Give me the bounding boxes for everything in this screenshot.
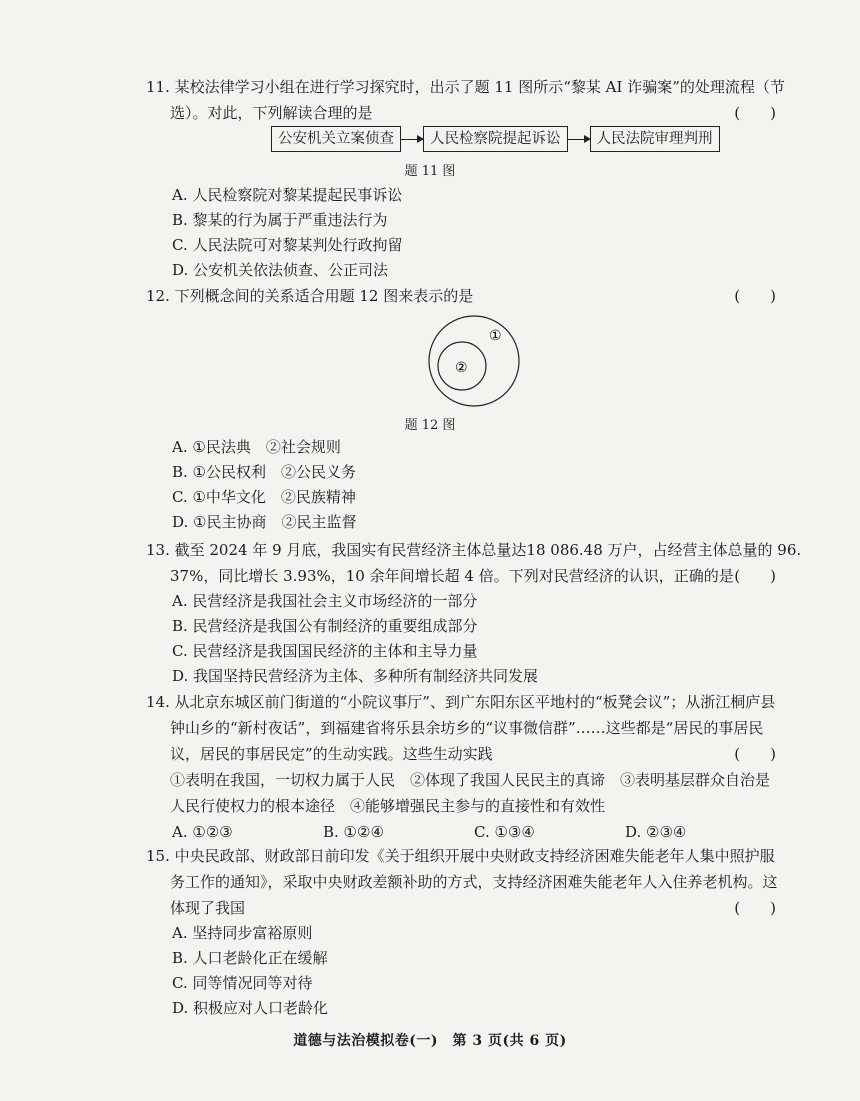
question-15	[146, 843, 776, 1021]
venn-diagram-q12	[427, 314, 521, 408]
question-14-stem-line2: 钟山乡的“新村夜话”，到福建省将乐县余坊乡的“议事微信群”……这些都是“居民的事居民	[170, 719, 764, 737]
option-d: D. 我国坚持民营经济为主体、多种所有制经济共同发展	[172, 667, 539, 685]
outer-circle	[429, 316, 519, 406]
question-15-stem-line3: 体现了我国	[170, 899, 246, 917]
option-d: D. 积极应对人口老龄化	[172, 999, 329, 1017]
question-13-stem-line1: 13. 截至 2024 年 9 月底，我国实有民营经济主体总量达18 086.48 万户，占经营主体总量的 96.	[146, 541, 802, 559]
option-c: C. ①中华文化 ②民族精神	[172, 488, 356, 506]
arrow-icon	[401, 139, 423, 140]
answer-bracket: ( )	[734, 104, 776, 122]
option-a: A. 人民检察院对黎某提起民事诉讼	[172, 186, 403, 204]
question-14-stem-line1: 14. 从北京东城区前门街道的“小院议事厅”、到广东阳东区平地村的“板凳会议”；从浙江桐庐县	[146, 693, 776, 711]
option-c: C. 人民法院可对黎某判处行政拘留	[172, 236, 403, 254]
answer-bracket: ( )	[734, 899, 776, 917]
answer-bracket: ( )	[734, 745, 776, 763]
option-b: B. ①②④	[323, 823, 384, 841]
answer-bracket: ( )	[734, 567, 776, 585]
option-c: C. ①③④	[474, 823, 535, 841]
option-a: A. 民营经济是我国社会主义市场经济的一部分	[172, 592, 478, 610]
question-11	[146, 74, 785, 126]
question-14-options	[146, 819, 776, 845]
question-14-stem-line3: 议，居民的事居民定”的生动实践。这些生动实践	[170, 745, 493, 763]
question-12-stem: 12. 下列概念间的关系适合用题 12 图来表示的是	[146, 287, 474, 305]
page-footer: 道德与法治模拟卷(一) 第 3 页(共 6 页)	[293, 1033, 567, 1049]
option-d: D. ②③④	[625, 823, 687, 841]
option-d: D. 公安机关依法侦查、公正司法	[172, 261, 389, 279]
option-c: C. 民营经济是我国国民经济的主体和主导力量	[172, 642, 478, 660]
question-12	[146, 283, 776, 309]
question-13	[146, 537, 802, 689]
option-b: B. 人口老龄化正在缓解	[172, 949, 328, 967]
question-14-statement-line1: ①表明在我国，一切权力属于人民 ②体现了我国人民民主的真谛 ③表明基层群众自治是	[170, 771, 771, 789]
flow-step-1: 公安机关立案侦查	[271, 126, 401, 152]
question-14-statement-line2: 人民行使权力的根本途径 ④能够增强民主参与的直接性和有效性	[170, 797, 606, 815]
option-a: A. ①民法典 ②社会规则	[172, 438, 341, 456]
question-11-stem-line1: 11. 某校法律学习小组在进行学习探究时，出示了题 11 图所示“黎某 AI 诈骗案”的处理流程（节	[146, 78, 785, 96]
question-14	[146, 689, 776, 845]
option-a: A. ①②③	[172, 823, 233, 841]
option-a: A. 坚持同步富裕原则	[172, 924, 313, 942]
option-d: D. ①民主协商 ②民主监督	[172, 513, 357, 531]
option-b: B. 民营经济是我国公有制经济的重要组成部分	[172, 617, 478, 635]
option-b: B. 黎某的行为属于严重违法行为	[172, 211, 388, 229]
question-15-stem-line1: 15. 中央民政部、财政部日前印发《关于组织开展中央财政支持经济困难失能老年人集中照护服	[146, 847, 775, 865]
question-11-stem-line2: 选）。对此，下列解读合理的是	[170, 104, 373, 122]
flow-step-2: 人民检察院提起诉讼	[423, 126, 568, 152]
outer-circle-label: ①	[489, 328, 502, 344]
figure-caption-11: 题 11 图	[404, 164, 456, 179]
question-15-stem-line2: 务工作的通知》，采取中央财政差额补助的方式，支持经济困难失能老年人入住养老机构。这	[170, 873, 778, 891]
option-c: C. 同等情况同等对待	[172, 974, 313, 992]
flowchart-q11	[271, 126, 720, 152]
question-13-stem-line2: 37%，同比增长 3.93%，10 余年间增长超 4 倍。下列对民营经济的认识，正确的是	[170, 567, 734, 585]
answer-bracket: ( )	[734, 287, 776, 305]
inner-circle-label: ②	[455, 360, 468, 376]
flow-step-3: 人民法院审理判刑	[590, 126, 720, 152]
question-11-options	[146, 183, 776, 283]
question-12-options	[146, 435, 776, 535]
figure-caption-12: 题 12 图	[404, 418, 456, 433]
option-b: B. ①公民权利 ②公民义务	[172, 463, 357, 481]
arrow-icon	[568, 139, 590, 140]
